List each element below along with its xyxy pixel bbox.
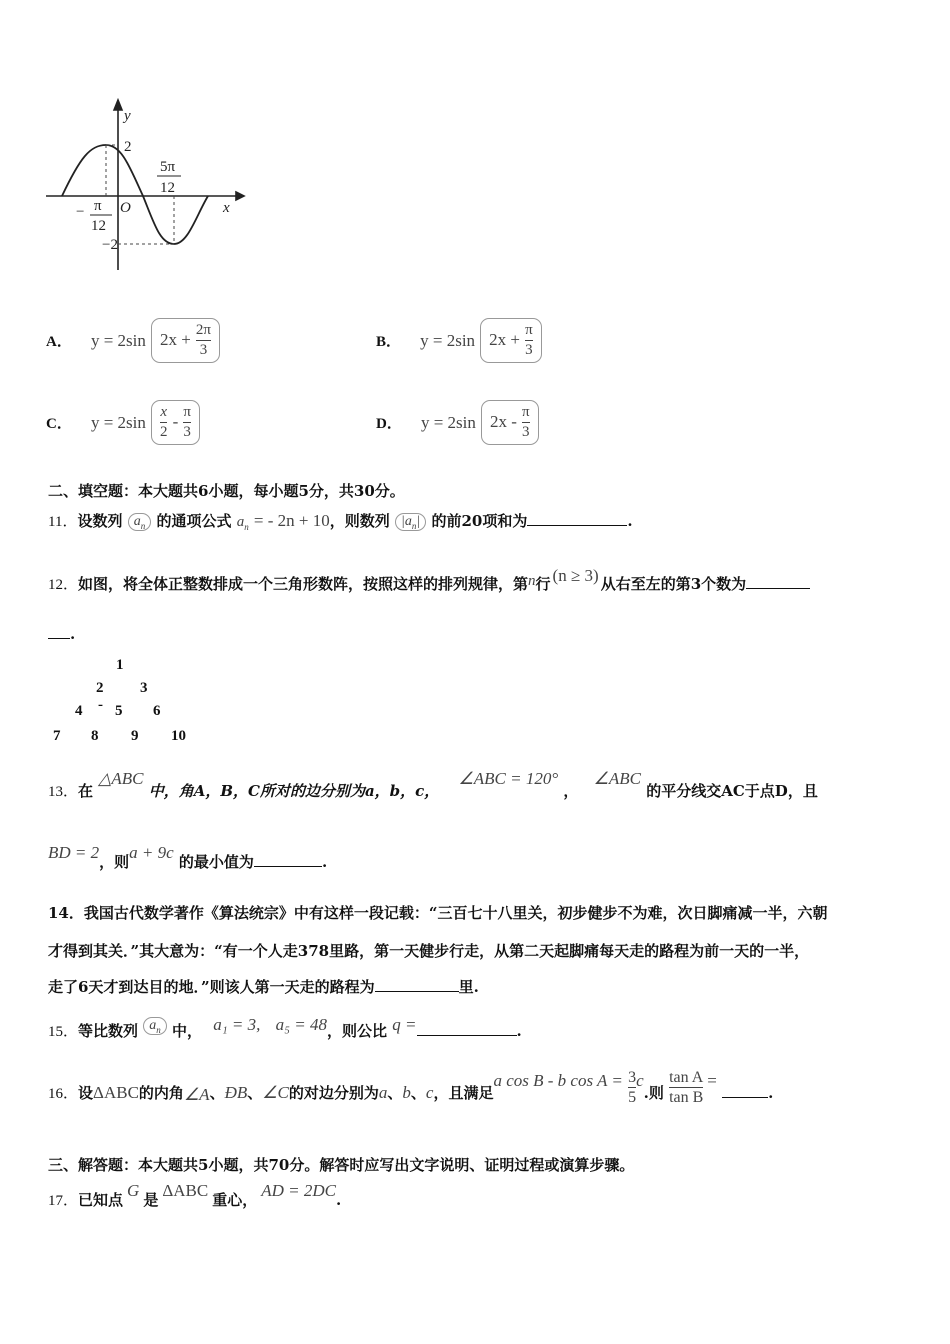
q14-end: 里. [458, 978, 479, 996]
y-max-label: 2 [124, 139, 132, 155]
q15-q: q = [392, 1015, 417, 1034]
q13-text-2: 中，角A，B，C所对的边分别为a，b，c， [148, 782, 440, 800]
q17-end: . [335, 1191, 342, 1209]
option-b-label: B． [376, 334, 402, 350]
tri-dash: - [98, 697, 103, 713]
q15-text-1: 等比数列 [78, 1022, 139, 1040]
q17-eq: AD = 2DC [261, 1181, 336, 1200]
question-16 [48, 1070, 773, 1107]
right-tick-den: 12 [160, 180, 175, 196]
q11-seq-a: a [133, 513, 141, 529]
q13-angle2: ∠ABC [593, 769, 641, 788]
left-tick-den: 12 [91, 218, 106, 234]
option-d-label: D． [376, 416, 402, 432]
q16-sep-1: 、 [209, 1084, 225, 1102]
q16-fden: 5 [628, 1089, 637, 1106]
option-c-xnum: x [160, 404, 168, 420]
q16-ang-b: ÐB [224, 1083, 248, 1102]
option-a-inner: 2x + [159, 330, 191, 349]
question-13-cont [48, 842, 328, 871]
tri-9: 9 [131, 728, 139, 744]
q17-number: 17． [48, 1193, 79, 1209]
option-c-den: 3 [183, 424, 191, 440]
option-d-den: 3 [522, 424, 530, 440]
q16-fnum: 3 [628, 1069, 637, 1086]
q13-text-4: ，则 [99, 853, 130, 871]
option-a-den: 3 [199, 342, 208, 358]
section-3-heading: 三、解答题：本大题共5小题，共70分。解答时应写出文字说明、证明过程或演算步骤。 [48, 1156, 635, 1174]
q14-line-3 [48, 976, 479, 997]
tri-1: 1 [116, 657, 124, 673]
q16-text-4: ，且满足 [433, 1084, 494, 1102]
q11-abs-sub: n [411, 520, 417, 531]
option-d-num: π [521, 404, 530, 420]
option-c-label: C． [46, 416, 72, 432]
tri-8: 8 [91, 728, 99, 744]
q15-seq-sub: n [156, 1024, 161, 1035]
tri-5: 5 [115, 703, 123, 719]
option-a-label: A． [46, 334, 72, 350]
q13-text-3: 的平分线交AC于点D，且 [646, 782, 818, 800]
q15-seq-a: a [149, 1017, 157, 1033]
option-b-num: π [525, 322, 533, 338]
left-sign: − [76, 204, 85, 220]
q17-g: G [127, 1181, 140, 1200]
origin-label: O [120, 200, 131, 216]
q16-answer-blank[interactable] [722, 1083, 768, 1098]
tri-6: 6 [153, 703, 161, 719]
q12-text-2: 行 [535, 575, 551, 593]
q15-a1: a₁ = 3, [213, 1015, 261, 1034]
q17-text-1: 已知点 [78, 1191, 124, 1209]
q11-abs-a: a [404, 513, 412, 529]
q15-end: . [516, 1022, 522, 1040]
q16-frac [628, 1068, 636, 1107]
q16-end: . [768, 1084, 774, 1102]
right-tick-num: 5π [160, 159, 176, 175]
left-tick-num: π [94, 198, 102, 214]
q16-text-5: .则 [643, 1084, 664, 1102]
tri-2: 2 [96, 680, 104, 696]
q11-text-1: 设数列 [77, 512, 123, 530]
q13-text-5: 的最小值为 [178, 853, 254, 871]
q13-end: . [321, 853, 328, 871]
q15-a5: a₅ = 48 [275, 1015, 328, 1034]
x-axis-label: x [223, 200, 230, 216]
q13-tri: △ABC [98, 769, 144, 788]
section-2-heading: 二、填空题：本大题共6小题，每小题5分，共30分。 [48, 482, 405, 500]
q16-fc: c [636, 1071, 644, 1090]
y-min-label: −2 [102, 237, 118, 253]
q15-number: 15． [48, 1024, 79, 1040]
option-c-xden: 2 [159, 424, 168, 440]
question-13 [48, 768, 818, 800]
q15-seq [143, 1017, 167, 1036]
q11-end: . [627, 512, 633, 530]
q14-line-2: 才得到其关．”其大意为：“有一个人走378里路，第一天健步行走，从第二天起脚痛每天走的路程为前一天的一半， [48, 942, 810, 960]
option-d-inner: 2x - [489, 412, 517, 431]
q13-text-1: 在 [78, 782, 94, 800]
question-17 [48, 1180, 342, 1209]
q13-expr: a + 9c [129, 843, 174, 862]
q11-seq-sub: n [140, 520, 146, 531]
q16-teq: = [707, 1071, 717, 1090]
q14-answer-blank[interactable] [375, 977, 459, 992]
option-b-den: 3 [525, 342, 533, 358]
q16-ang-a: ∠A [183, 1085, 210, 1104]
q16-text-1: 设 [78, 1084, 94, 1102]
q16-tnum: tan A [669, 1069, 704, 1086]
q17-tri: ΔABC [162, 1181, 209, 1200]
q16-tri: ΔABC [93, 1083, 139, 1102]
tri-3: 3 [140, 680, 148, 696]
q11-text-3: ，则数列 [329, 512, 390, 530]
q11-number: 11． [48, 514, 78, 530]
q17-text-3: 重心， [212, 1191, 258, 1209]
q11-abs-seq: $|a_n|$ [395, 513, 426, 532]
q12-text-1: 如图，将全体正整数排成一个三角形数阵，按照这样的排列规律，第 [78, 575, 529, 593]
q11-text-4: 的前20项和为 [431, 512, 528, 530]
q16-tden: tan B [669, 1089, 704, 1106]
q12-n: n [528, 573, 536, 589]
q13-number: 13． [48, 784, 79, 800]
q12-cond: (n ≥ 3) [552, 566, 599, 585]
tri-10: 10 [171, 728, 186, 744]
q13-answer-blank[interactable] [254, 852, 322, 867]
q16-a: a [378, 1083, 388, 1102]
q13-angle: ∠ABC = 120° [458, 769, 559, 788]
q12-number: 12． [48, 577, 79, 593]
q16-sep-3: 、 [387, 1084, 403, 1102]
q16-sep-4: 、 [410, 1084, 426, 1102]
q11-formula: = - 2n + 10 [253, 511, 330, 530]
q16-text-3: 的对边分别为 [288, 1084, 379, 1102]
q16-ang-c: ∠C [262, 1083, 289, 1102]
tri-7: 7 [53, 728, 61, 744]
q16-tan-frac [669, 1068, 703, 1107]
y-axis-label: y [124, 108, 131, 124]
q16-eq: a cos B - b cos A = [493, 1071, 623, 1090]
q16-b: b [402, 1083, 411, 1102]
q11-text-2: 的通项公式 [156, 512, 232, 530]
q12-text-3: 从右至左的第3个数为 [600, 575, 747, 593]
q14-text-3: 走了6天才到达目的地．”则该人第一天走的路程为 [48, 978, 375, 996]
q16-number: 16． [48, 1086, 79, 1102]
q16-text-2: 的内角 [138, 1084, 184, 1102]
q15-answer-blank[interactable] [417, 1021, 517, 1036]
q14-line-1: 14．我国古代数学著作《算法统宗》中有这样一段记载：“三百七十八里关，初步健步不为难，次日脚痛减一半，六朝 [48, 904, 828, 922]
q16-sep-2: 、 [247, 1084, 263, 1102]
option-c-op: - [172, 412, 179, 431]
q13-comma: ， [563, 782, 579, 800]
q16-c: c [425, 1083, 434, 1102]
q12-end: . [70, 625, 76, 643]
q15-text-2: 中， [172, 1022, 203, 1040]
option-a-num: 2π [195, 322, 211, 338]
option-b-inner: 2x + [489, 330, 520, 349]
q15-text-3: ，则公比 [327, 1022, 388, 1040]
q11-an: $a_n$ [236, 514, 249, 532]
question-15 [48, 1014, 522, 1040]
q17-text-2: 是 [143, 1191, 159, 1209]
option-b-prefix: y = 2sin [420, 330, 476, 350]
option-c-prefix: y = 2sin [90, 412, 146, 432]
option-a-prefix: y = 2sin [90, 330, 146, 350]
option-c-num: π [183, 404, 191, 420]
tri-4: 4 [75, 703, 83, 719]
option-d-prefix: y = 2sin [420, 412, 476, 432]
q13-bd: BD = 2 [48, 843, 100, 862]
